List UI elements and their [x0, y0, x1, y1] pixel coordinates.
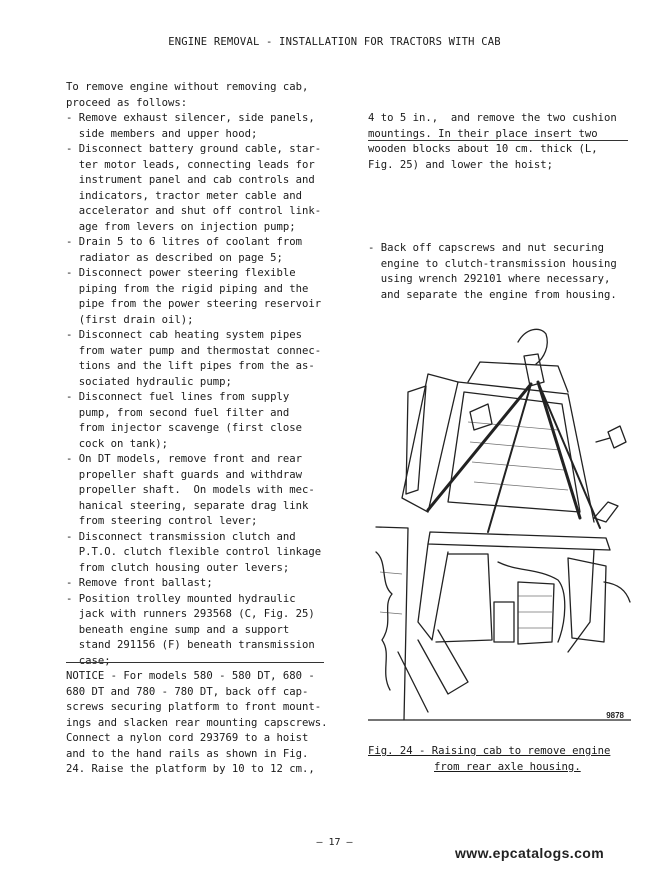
text-line: indicators, tractor meter cable and [66, 189, 302, 202]
text-line: propeller shaft guards and withdraw [66, 468, 302, 481]
figure-caption [368, 744, 630, 775]
text-line: from clutch housing outer levers; [66, 561, 290, 574]
text-line: accelerator and shut off control link- [66, 205, 322, 217]
cab-lift-illustration [368, 322, 631, 721]
text-line: tions and the lift pipes from the as- [66, 360, 315, 372]
text-line: - Remove front ballast; [66, 577, 213, 589]
text-line: radiator as described on page 5; [66, 251, 283, 264]
text-line: ter motor leads, connecting leads for [66, 158, 315, 171]
section-rule-left [66, 662, 324, 663]
text-line: age from levers on injection pump; [66, 220, 296, 233]
text-line: - Disconnect battery ground cable, star- [66, 143, 322, 155]
text-line: pump, from second fuel filter and [66, 406, 290, 419]
figure-code: 9878 [606, 711, 624, 720]
text-line: propeller shaft. On models with mec- [66, 484, 315, 496]
right-column-bottom [368, 241, 630, 303]
text-line: from water pump and thermostat connec- [66, 344, 322, 357]
text-line: - On DT models, remove front and rear [66, 453, 302, 465]
text-line: beneath engine sump and a support [66, 623, 290, 636]
left-column [66, 80, 351, 778]
text-line: - Disconnect cab heating system pipes [66, 329, 302, 341]
section-rule-right [368, 140, 628, 141]
text-line: 24. Raise the platform by 10 to 12 cm., [66, 763, 315, 775]
text-line: P.T.O. clutch flexible control linkage [66, 546, 322, 558]
text-line: wooden blocks about 10 cm. thick (L, [368, 143, 598, 155]
text-line: - Position trolley mounted hydraulic [66, 592, 296, 605]
text-line: - Disconnect fuel lines from supply [66, 391, 290, 403]
text-line: side members and upper hood; [66, 127, 258, 140]
text-line: (first drain oil); [66, 313, 194, 326]
text-line: and separate the engine from housing. [368, 288, 617, 301]
text-line: mountings. In their place insert two [368, 127, 598, 140]
watermark: www.epcatalogs.com [455, 845, 605, 861]
page-number: — 17 — [316, 837, 353, 848]
text-line: screws securing platform to front mount- [66, 701, 322, 713]
right-column-top [368, 111, 630, 173]
text-line: and to the hand rails as shown in Fig. [66, 747, 309, 760]
text-line: stand 291156 (F) beneath transmission [66, 639, 315, 651]
page-header: ENGINE REMOVAL - INSTALLATION FOR TRACTORS WITH CAB [168, 36, 501, 48]
text-line: - Back off capscrews and nut securing [368, 242, 604, 254]
text-line: from injector scavenge (first close [66, 422, 302, 434]
text-line: using wrench 292101 where necessary, [368, 273, 611, 285]
text-line: piping from the rigid piping and the [66, 282, 309, 295]
caption-line-1: Fig. 24 - Raising cab to remove engine [368, 745, 611, 757]
text-line: Connect a nylon cord 293769 to a hoist [66, 732, 309, 744]
text-line: from steering control lever; [66, 515, 258, 527]
right-column [368, 80, 630, 334]
text-line: hanical steering, separate drag link [66, 499, 309, 512]
text-line: cock on tank); [66, 437, 169, 450]
text-line: engine to clutch-transmission housing [368, 257, 617, 270]
text-line: 680 DT and 780 - 780 DT, back off cap- [66, 685, 309, 698]
text-line: 4 to 5 in., and remove the two cushion [368, 112, 617, 124]
text-line: To remove engine without removing cab, [66, 81, 309, 93]
text-line: pipe from the power steering reservoir [66, 298, 322, 310]
text-line: sociated hydraulic pump; [66, 375, 232, 388]
text-line: jack with runners 293568 (C, Fig. 25) [66, 608, 315, 620]
text-line: - Drain 5 to 6 litres of coolant from [66, 236, 302, 248]
text-line: ings and slacken rear mounting capscrews. [66, 716, 328, 729]
text-line: case; [66, 654, 111, 667]
text-line: instrument panel and cab controls and [66, 174, 315, 186]
text-line: Fig. 25) and lower the hoist; [368, 158, 553, 171]
text-line: - Disconnect power steering flexible [66, 267, 296, 279]
text-line: proceed as follows: [66, 96, 188, 109]
text-line: - Disconnect transmission clutch and [66, 530, 296, 543]
caption-line-2: from rear axle housing. [434, 760, 581, 773]
text-line: NOTICE - For models 580 - 580 DT, 680 - [66, 670, 315, 682]
text-line: - Remove exhaust silencer, side panels, [66, 112, 315, 124]
